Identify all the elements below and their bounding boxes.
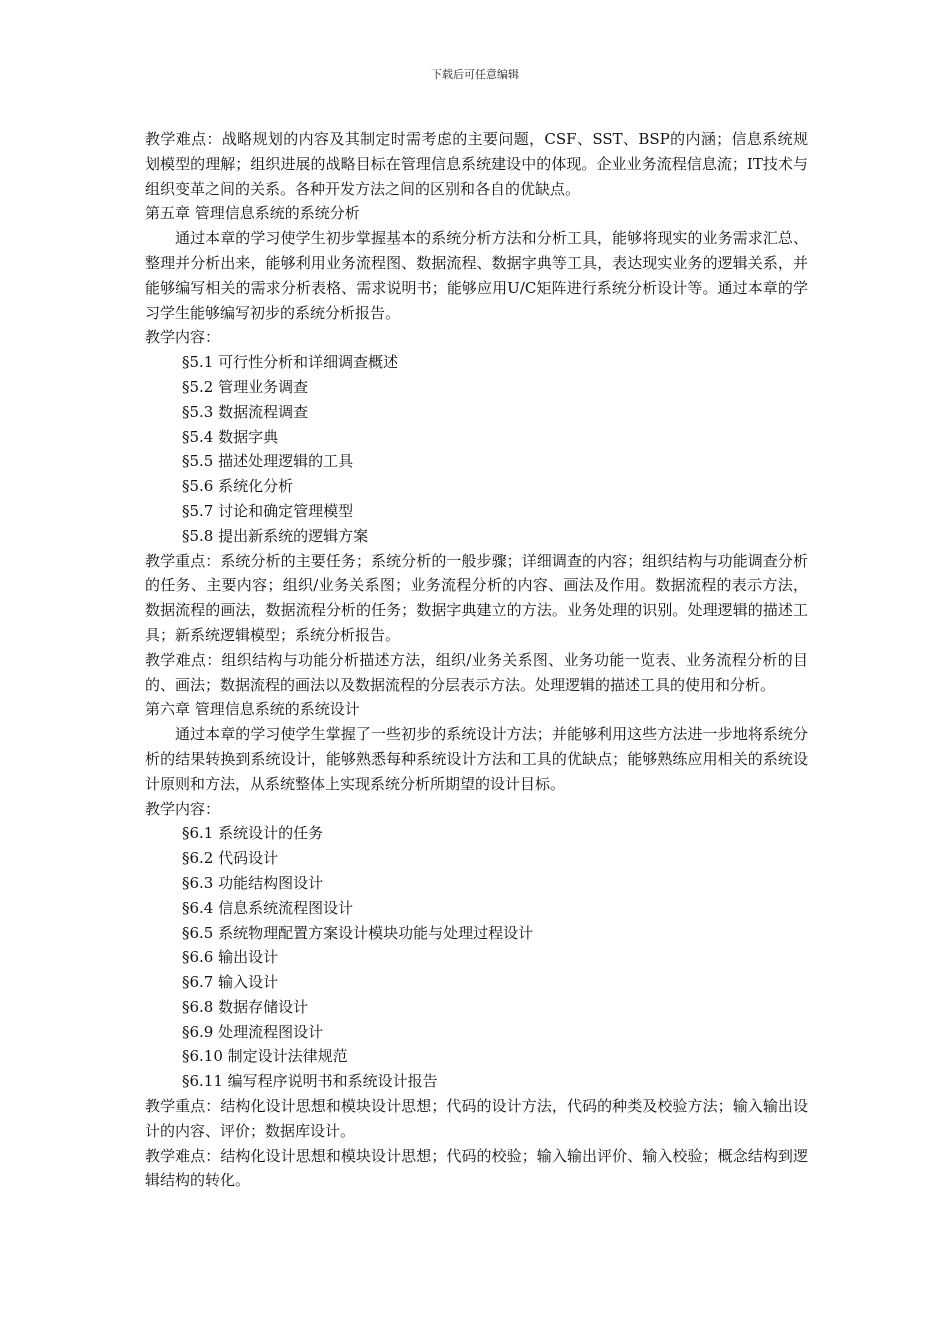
- section-item: §5.5 描述处理逻辑的工具: [182, 452, 354, 471]
- key-points-paragraph: 教学重点：系统分析的主要任务；系统分析的一般步骤；详细调查的内容；组织结构与功能调查分析的任务、主要内容；组织/业务关系图；业务流程分析的内容、画法及作用。数据流程的表示方法，数据流程的画法，数据流程分析的任务；数据字典建立的方法。业务处理的识别。处理逻辑的描述工具；新系统逻辑模型；系统分析报告。: [145, 551, 808, 644]
- section-item: §5.8 提出新系统的逻辑方案: [182, 526, 369, 545]
- section-item: §5.3 数据流程调查: [182, 402, 309, 421]
- key-points-paragraph: 教学重点：结构化设计思想和模块设计思想；代码的设计方法，代码的种类及校验方法；输入输出设计的内容、评价；数据库设计。: [145, 1097, 808, 1140]
- section-item: §6.11 编写程序说明书和系统设计报告: [182, 1072, 438, 1091]
- section-item: §6.3 功能结构图设计: [182, 873, 324, 892]
- document-body: [145, 127, 808, 1193]
- section-item: §6.7 输入设计: [182, 973, 279, 992]
- section-item: §6.8 数据存储设计: [182, 997, 309, 1016]
- section-item: §5.7 讨论和确定管理模型: [182, 501, 354, 520]
- section-item: §6.2 代码设计: [182, 849, 279, 868]
- content-label: 教学内容：: [145, 328, 221, 347]
- page-header: 下载后可任意编辑: [431, 68, 519, 81]
- section-item: §6.4 信息系统流程图设计: [182, 898, 354, 917]
- chapter-heading: 第六章 管理信息系统的系统设计: [145, 700, 360, 719]
- section-item: §6.10 制定设计法律规范: [182, 1047, 348, 1066]
- chapter-intro-paragraph: 通过本章的学习使学生掌握了一些初步的系统设计方法；并能够利用这些方法进一步地将系统分析的结果转换到系统设计，能够熟悉每种系统设计方法和工具的优缺点；能够熟练应用相关的系统设计原则和方法，从系统整体上实现系统分析所期望的设计目标。: [145, 725, 808, 793]
- content-label: 教学内容：: [145, 799, 221, 818]
- section-item: §5.6 系统化分析: [182, 477, 294, 496]
- difficulty-paragraph: 教学难点：组织结构与功能分析描述方法，组织/业务关系图、业务功能一览表、业务流程分析的目的、画法；数据流程的画法以及数据流程的分层表示方法。处理逻辑的描述工具的使用和分析。: [145, 650, 808, 694]
- section-item: §5.2 管理业务调查: [182, 377, 309, 396]
- section-item: §6.6 输出设计: [182, 948, 279, 967]
- chapter-intro-paragraph: 通过本章的学习使学生初步掌握基本的系统分析方法和分析工具，能够将现实的业务需求汇总、整理并分析出来，能够利用业务流程图、数据流程、数据字典等工具，表达现实业务的逻辑关系，并能够编写相关的需求分析表格、需求说明书；能够应用U/C矩阵进行系统分析设计等。通过本章的学习学生能够编写初步的系统分析报告。: [145, 229, 808, 322]
- difficulty-paragraph: 教学难点：结构化设计思想和模块设计思想；代码的校验；输入输出评价、输入校验；概念结构到逻辑结构的转化。: [145, 1146, 808, 1190]
- chapter-heading: 第五章 管理信息系统的系统分析: [145, 204, 360, 223]
- section-item: §6.1 系统设计的任务: [182, 824, 324, 843]
- section-item: §5.1 可行性分析和详细调查概述: [182, 353, 399, 372]
- section-item: §5.4 数据字典: [182, 427, 279, 446]
- section-item: §6.5 系统物理配置方案设计模块功能与处理过程设计: [182, 923, 534, 942]
- difficulty-paragraph: 教学难点：战略规划的内容及其制定时需考虑的主要问题，CSF、SST、BSP的内涵；信息系统规划模型的理解；组织进展的战略目标在管理信息系统建设中的体现。企业业务流程信息流；IT技术与组织变革之间的关系。各种开发方法之间的区别和各自的优缺点。: [145, 130, 808, 198]
- section-item: §6.9 处理流程图设计: [182, 1022, 324, 1041]
